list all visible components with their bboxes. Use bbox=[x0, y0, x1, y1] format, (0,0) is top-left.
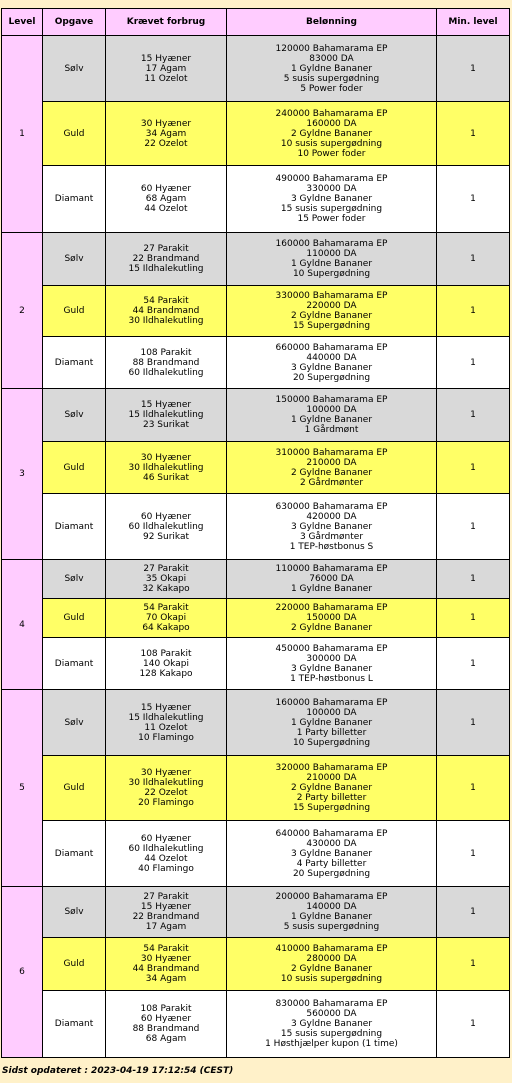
task-table bbox=[1, 8, 510, 1058]
belonning-line: 640000 Bahamarama EP bbox=[275, 828, 388, 839]
table-row bbox=[2, 599, 510, 638]
table-row bbox=[2, 690, 510, 756]
forbrug-line: 60 Hyæner bbox=[140, 184, 192, 194]
opgave-cell: Guld bbox=[43, 442, 106, 494]
level-cell: 3 bbox=[2, 389, 43, 560]
min-level-cell: 1 bbox=[437, 938, 510, 991]
forbrug-line: 108 Parakit bbox=[140, 1004, 192, 1014]
min-level-cell: 1 bbox=[437, 756, 510, 821]
forbrug-line: 60 Ildhalekutling bbox=[128, 843, 204, 854]
min-level-cell: 1 bbox=[437, 233, 510, 286]
forbrug-line: 15 Hyæner bbox=[140, 702, 192, 713]
opgave-cell: Sølv bbox=[43, 233, 106, 286]
forbrug-cell bbox=[106, 638, 227, 690]
belonning-line: 20 Supergødning bbox=[292, 868, 371, 879]
forbrug-line: 108 Parakit bbox=[140, 648, 192, 659]
min-level-cell: 1 bbox=[437, 389, 510, 442]
forbrug-line: 60 Hyæner bbox=[140, 511, 192, 522]
forbrug-cell bbox=[106, 599, 227, 638]
min-level-cell: 1 bbox=[437, 36, 510, 102]
opgave-cell: Guld bbox=[43, 286, 106, 337]
belonning-line: 5 susis supergødning bbox=[283, 922, 380, 932]
forbrug-line: 30 Hyæner bbox=[140, 954, 192, 964]
header-row bbox=[2, 9, 510, 36]
min-level-cell: 1 bbox=[437, 599, 510, 638]
forbrug-line: 20 Flamingo bbox=[138, 798, 194, 808]
opgave-cell: Diamant bbox=[43, 166, 106, 233]
level-cell: 2 bbox=[2, 233, 43, 389]
opgave-cell: Sølv bbox=[43, 887, 106, 938]
forbrug-line: 88 Brandmand bbox=[132, 1024, 200, 1034]
belonning-line: 1 Gårdmønt bbox=[304, 425, 359, 435]
col-header-opgave: Opgave bbox=[43, 9, 106, 36]
belonning-line: 2 Gyldne Bananer bbox=[290, 128, 373, 139]
opgave-cell: Diamant bbox=[43, 337, 106, 389]
forbrug-line: 22 Ozelot bbox=[144, 788, 188, 798]
forbrug-line: 11 Ozelot bbox=[144, 722, 188, 733]
table-row bbox=[2, 286, 510, 337]
forbrug-cell bbox=[106, 938, 227, 991]
opgave-cell: Diamant bbox=[43, 638, 106, 690]
forbrug-line: 27 Parakit bbox=[143, 564, 189, 574]
belonning-line: 160000 DA bbox=[306, 118, 357, 129]
forbrug-line: 30 Hyæner bbox=[140, 768, 192, 778]
forbrug-cell bbox=[106, 36, 227, 102]
belonning-line: 1 TEP-høstbonus S bbox=[289, 541, 374, 552]
forbrug-cell bbox=[106, 887, 227, 938]
min-level-cell: 1 bbox=[437, 991, 510, 1058]
forbrug-cell bbox=[106, 233, 227, 286]
min-level-cell: 1 bbox=[437, 494, 510, 560]
forbrug-cell bbox=[106, 166, 227, 233]
forbrug-line: 88 Brandmand bbox=[132, 357, 200, 368]
forbrug-line: 44 Brandmand bbox=[132, 306, 200, 316]
col-header-forbrug: Krævet forbrug bbox=[106, 9, 227, 36]
belonning-line: 280000 DA bbox=[306, 954, 357, 964]
belonning-line: 300000 DA bbox=[306, 653, 357, 664]
belonning-line: 320000 Bahamarama EP bbox=[275, 763, 388, 773]
belonning-line: 830000 Bahamarama EP bbox=[275, 999, 388, 1009]
forbrug-line: 15 Ildhalekutling bbox=[128, 712, 204, 723]
forbrug-line: 60 Hyæner bbox=[140, 1014, 192, 1024]
table-row bbox=[2, 991, 510, 1058]
belonning-line: 220000 DA bbox=[306, 301, 357, 311]
forbrug-line: 30 Hyæner bbox=[140, 118, 192, 129]
forbrug-line: 140 Okapi bbox=[143, 658, 189, 669]
table-row bbox=[2, 166, 510, 233]
min-level-cell: 1 bbox=[437, 337, 510, 389]
forbrug-line: 27 Parakit bbox=[143, 244, 189, 254]
belonning-line: 3 Gyldne Bananer bbox=[290, 194, 373, 204]
table-row bbox=[2, 389, 510, 442]
belonning-line: 1 Gyldne Bananer bbox=[290, 259, 373, 269]
belonning-line: 450000 Bahamarama EP bbox=[275, 643, 388, 654]
belonning-line: 200000 Bahamarama EP bbox=[275, 892, 388, 902]
col-header-belonning: Belønning bbox=[227, 9, 437, 36]
belonning-line: 2 Gyldne Bananer bbox=[290, 467, 373, 478]
belonning-line: 120000 Bahamarama EP bbox=[275, 43, 388, 54]
belonning-line: 2 Gårdmønter bbox=[299, 477, 364, 488]
belonning-line: 10 Supergødning bbox=[292, 269, 371, 279]
forbrug-cell bbox=[106, 991, 227, 1058]
belonning-cell bbox=[227, 560, 437, 599]
belonning-line: 110000 Bahamarama EP bbox=[275, 564, 388, 574]
belonning-line: 660000 Bahamarama EP bbox=[275, 342, 388, 353]
forbrug-line: 46 Surikat bbox=[142, 472, 190, 483]
forbrug-line: 60 Ildhalekutling bbox=[128, 521, 204, 532]
col-header-level: Level bbox=[2, 9, 43, 36]
table-row bbox=[2, 887, 510, 938]
belonning-line: 15 Power foder bbox=[297, 214, 366, 224]
belonning-cell bbox=[227, 286, 437, 337]
belonning-cell bbox=[227, 938, 437, 991]
belonning-line: 3 Gyldne Bananer bbox=[290, 663, 373, 674]
table-body bbox=[2, 36, 510, 1058]
belonning-line: 100000 DA bbox=[306, 405, 357, 415]
forbrug-line: 30 Ildhalekutling bbox=[128, 462, 204, 473]
belonning-line: 410000 Bahamarama EP bbox=[275, 944, 388, 954]
belonning-line: 210000 DA bbox=[306, 773, 357, 783]
forbrug-line: 15 Ildhalekutling bbox=[128, 264, 204, 274]
forbrug-line: 15 Hyæner bbox=[140, 902, 192, 912]
belonning-line: 15 susis supergødning bbox=[280, 1029, 383, 1039]
belonning-cell bbox=[227, 337, 437, 389]
belonning-line: 160000 Bahamarama EP bbox=[275, 697, 388, 708]
belonning-line: 2 Gyldne Bananer bbox=[290, 964, 373, 974]
min-level-cell: 1 bbox=[437, 102, 510, 166]
belonning-line: 5 susis supergødning bbox=[283, 73, 380, 84]
table-row bbox=[2, 442, 510, 494]
forbrug-line: 44 Brandmand bbox=[132, 964, 200, 974]
table-row bbox=[2, 756, 510, 821]
forbrug-line: 11 Ozelot bbox=[144, 73, 188, 84]
belonning-line: 240000 Bahamarama EP bbox=[275, 108, 388, 119]
belonning-line: 15 susis supergødning bbox=[280, 204, 383, 214]
belonning-line: 4 Party billetter bbox=[296, 858, 367, 869]
opgave-cell: Diamant bbox=[43, 821, 106, 887]
forbrug-cell bbox=[106, 286, 227, 337]
opgave-cell: Guld bbox=[43, 756, 106, 821]
belonning-line: 630000 Bahamarama EP bbox=[275, 501, 388, 512]
table-row bbox=[2, 494, 510, 560]
belonning-line: 2 Gyldne Bananer bbox=[290, 311, 373, 321]
belonning-cell bbox=[227, 887, 437, 938]
forbrug-cell bbox=[106, 442, 227, 494]
forbrug-line: 54 Parakit bbox=[143, 603, 189, 613]
belonning-cell bbox=[227, 821, 437, 887]
opgave-cell: Guld bbox=[43, 599, 106, 638]
forbrug-line: 60 Ildhalekutling bbox=[128, 367, 204, 378]
belonning-line: 1 TEP-høstbonus L bbox=[290, 673, 373, 684]
belonning-line: 2 Gyldne Bananer bbox=[290, 783, 373, 793]
opgave-cell: Guld bbox=[43, 102, 106, 166]
belonning-line: 3 Gyldne Bananer bbox=[290, 1019, 373, 1029]
belonning-line: 430000 DA bbox=[306, 838, 357, 849]
belonning-line: 1 Gyldne Bananer bbox=[290, 584, 373, 594]
belonning-line: 10 Power foder bbox=[297, 148, 366, 159]
forbrug-line: 44 Ozelot bbox=[144, 204, 188, 214]
table-row bbox=[2, 102, 510, 166]
level-cell: 1 bbox=[2, 36, 43, 233]
table-row bbox=[2, 560, 510, 599]
forbrug-line: 17 Agam bbox=[145, 922, 187, 932]
table-row bbox=[2, 36, 510, 102]
forbrug-line: 30 Ildhalekutling bbox=[128, 316, 204, 326]
forbrug-line: 68 Agam bbox=[145, 1034, 187, 1044]
belonning-line: 1 Gyldne Bananer bbox=[290, 717, 373, 728]
forbrug-cell bbox=[106, 690, 227, 756]
table-row bbox=[2, 821, 510, 887]
forbrug-line: 40 Flamingo bbox=[138, 863, 194, 874]
min-level-cell: 1 bbox=[437, 887, 510, 938]
belonning-cell bbox=[227, 102, 437, 166]
col-header-min-level: Min. level bbox=[437, 9, 510, 36]
min-level-cell: 1 bbox=[437, 638, 510, 690]
level-cell: 4 bbox=[2, 560, 43, 690]
belonning-cell bbox=[227, 756, 437, 821]
belonning-cell bbox=[227, 991, 437, 1058]
forbrug-cell bbox=[106, 337, 227, 389]
belonning-cell bbox=[227, 233, 437, 286]
forbrug-cell bbox=[106, 560, 227, 599]
forbrug-cell bbox=[106, 389, 227, 442]
forbrug-line: 68 Agam bbox=[145, 194, 187, 204]
min-level-cell: 1 bbox=[437, 560, 510, 599]
forbrug-line: 70 Okapi bbox=[145, 613, 187, 623]
belonning-line: 3 Gyldne Bananer bbox=[290, 848, 373, 859]
belonning-line: 330000 DA bbox=[306, 184, 357, 194]
forbrug-line: 128 Kakapo bbox=[139, 668, 193, 679]
forbrug-line: 64 Kakapo bbox=[142, 623, 190, 633]
belonning-line: 76000 DA bbox=[309, 574, 354, 584]
opgave-cell: Sølv bbox=[43, 560, 106, 599]
forbrug-line: 92 Surikat bbox=[142, 531, 190, 542]
belonning-line: 440000 DA bbox=[306, 352, 357, 363]
min-level-cell: 1 bbox=[437, 286, 510, 337]
belonning-line: 100000 DA bbox=[306, 707, 357, 718]
belonning-line: 15 Supergødning bbox=[292, 803, 371, 813]
opgave-cell: Guld bbox=[43, 938, 106, 991]
forbrug-line: 44 Ozelot bbox=[144, 853, 188, 864]
forbrug-cell bbox=[106, 756, 227, 821]
forbrug-line: 15 Ildhalekutling bbox=[128, 410, 204, 420]
forbrug-line: 34 Agam bbox=[145, 128, 187, 139]
min-level-cell: 1 bbox=[437, 690, 510, 756]
min-level-cell: 1 bbox=[437, 821, 510, 887]
belonning-line: 83000 DA bbox=[309, 53, 354, 64]
belonning-line: 150000 DA bbox=[306, 613, 357, 623]
forbrug-line: 30 Hyæner bbox=[140, 452, 192, 463]
table-row bbox=[2, 233, 510, 286]
belonning-line: 310000 Bahamarama EP bbox=[275, 447, 388, 458]
forbrug-line: 54 Parakit bbox=[143, 296, 189, 306]
forbrug-line: 22 Brandmand bbox=[132, 254, 200, 264]
belonning-line: 3 Gyldne Bananer bbox=[290, 362, 373, 373]
table-row bbox=[2, 638, 510, 690]
belonning-line: 2 Party billetter bbox=[296, 793, 367, 803]
last-updated: Sidst opdateret : 2023-04-19 17:12:54 (CEST) bbox=[2, 1066, 234, 1076]
opgave-cell: Sølv bbox=[43, 36, 106, 102]
forbrug-line: 30 Ildhalekutling bbox=[128, 778, 204, 788]
forbrug-line: 54 Parakit bbox=[143, 944, 189, 954]
forbrug-line: 32 Kakapo bbox=[142, 584, 190, 594]
belonning-line: 220000 Bahamarama EP bbox=[275, 603, 388, 613]
belonning-line: 490000 Bahamarama EP bbox=[275, 174, 388, 184]
belonning-line: 1 Party billetter bbox=[296, 727, 367, 738]
belonning-line: 150000 Bahamarama EP bbox=[275, 395, 388, 405]
belonning-line: 420000 DA bbox=[306, 511, 357, 522]
forbrug-cell bbox=[106, 494, 227, 560]
belonning-line: 1 Gyldne Bananer bbox=[290, 63, 373, 74]
forbrug-line: 15 Hyæner bbox=[140, 53, 192, 64]
belonning-line: 15 Supergødning bbox=[292, 321, 371, 331]
forbrug-line: 17 Agam bbox=[145, 63, 187, 74]
forbrug-line: 22 Brandmand bbox=[132, 912, 200, 922]
level-cell: 5 bbox=[2, 690, 43, 887]
forbrug-line: 60 Hyæner bbox=[140, 833, 192, 844]
min-level-cell: 1 bbox=[437, 442, 510, 494]
belonning-line: 1 Høsthjælper kupon (1 time) bbox=[265, 1039, 398, 1049]
opgave-cell: Sølv bbox=[43, 389, 106, 442]
level-cell: 6 bbox=[2, 887, 43, 1058]
belonning-cell bbox=[227, 36, 437, 102]
opgave-cell: Diamant bbox=[43, 991, 106, 1058]
forbrug-cell bbox=[106, 102, 227, 166]
belonning-cell bbox=[227, 442, 437, 494]
min-level-cell: 1 bbox=[437, 166, 510, 233]
forbrug-line: 35 Okapi bbox=[145, 574, 187, 584]
belonning-cell bbox=[227, 166, 437, 233]
table-row bbox=[2, 337, 510, 389]
belonning-cell bbox=[227, 690, 437, 756]
forbrug-line: 23 Surikat bbox=[142, 420, 190, 430]
belonning-line: 1 Gyldne Bananer bbox=[290, 912, 373, 922]
belonning-line: 10 susis supergødning bbox=[280, 138, 383, 149]
belonning-line: 160000 Bahamarama EP bbox=[275, 239, 388, 249]
belonning-line: 5 Power foder bbox=[300, 83, 363, 94]
belonning-cell bbox=[227, 638, 437, 690]
belonning-line: 10 Supergødning bbox=[292, 737, 371, 748]
belonning-line: 2 Gyldne Bananer bbox=[290, 623, 373, 633]
forbrug-line: 108 Parakit bbox=[140, 347, 192, 358]
opgave-cell: Sølv bbox=[43, 690, 106, 756]
belonning-cell bbox=[227, 494, 437, 560]
belonning-line: 110000 DA bbox=[306, 249, 357, 259]
belonning-line: 140000 DA bbox=[306, 902, 357, 912]
belonning-line: 560000 DA bbox=[306, 1009, 357, 1019]
forbrug-line: 10 Flamingo bbox=[138, 732, 194, 743]
belonning-cell bbox=[227, 389, 437, 442]
forbrug-cell bbox=[106, 821, 227, 887]
forbrug-line: 27 Parakit bbox=[143, 892, 189, 902]
forbrug-line: 34 Agam bbox=[145, 974, 187, 984]
belonning-line: 3 Gyldne Bananer bbox=[290, 521, 373, 532]
table-row bbox=[2, 938, 510, 991]
belonning-line: 330000 Bahamarama EP bbox=[275, 291, 388, 301]
forbrug-line: 15 Hyæner bbox=[140, 400, 192, 410]
belonning-line: 1 Gyldne Bananer bbox=[290, 415, 373, 425]
opgave-cell: Diamant bbox=[43, 494, 106, 560]
belonning-line: 20 Supergødning bbox=[292, 372, 371, 383]
belonning-line: 10 susis supergødning bbox=[280, 974, 383, 984]
forbrug-line: 22 Ozelot bbox=[144, 138, 188, 149]
belonning-line: 3 Gårdmønter bbox=[299, 531, 364, 542]
belonning-cell bbox=[227, 599, 437, 638]
belonning-line: 210000 DA bbox=[306, 457, 357, 468]
